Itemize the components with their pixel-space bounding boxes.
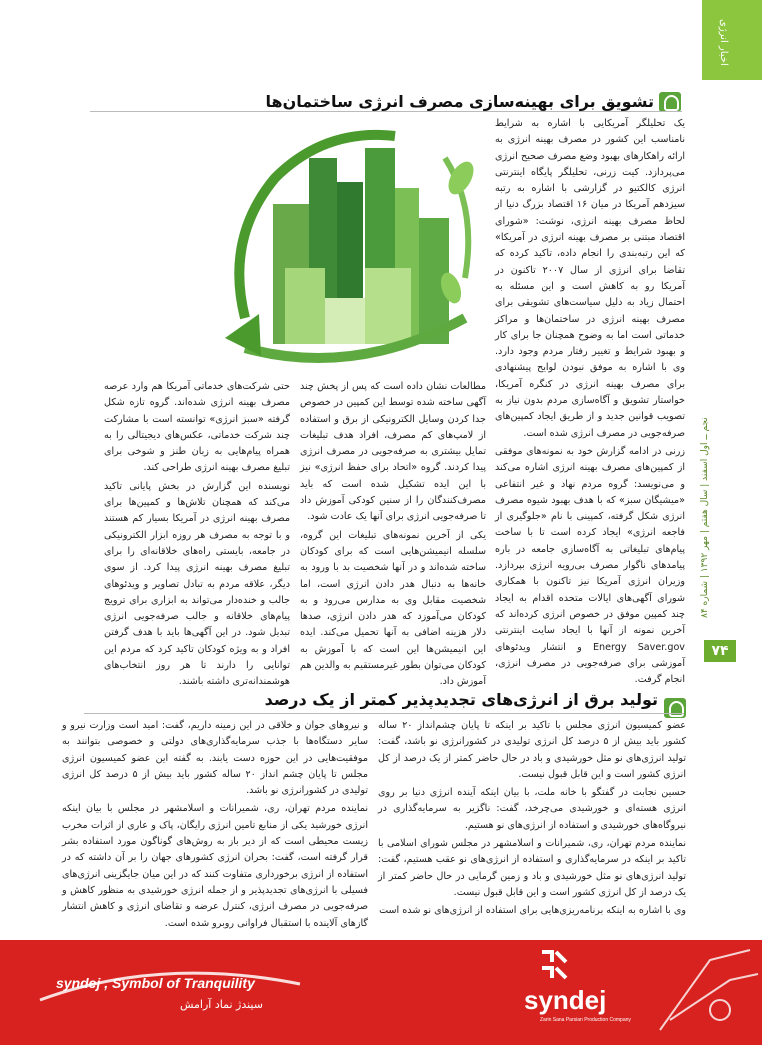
article2-title: تولید برق از انرژی‌های تجدیدپذیر کمتر از یک درصد — [264, 690, 658, 709]
issue-info: نجم ــ اول اسفند | سال هفتم | مهر ۱۳۹۲ | شماره ۸۴ — [700, 417, 710, 619]
paragraph: زرنی در ادامه گزارش خود به نمونه‌های موفقی از کمپین‌های مصرف بهینه انرژی اشاره می‌کند و می‌نویسد: گروه مردم نهاد و غیر انتفاعی «میشیگان سبز» که با هدف بهبود شیوه مصرف انرژی شکل گرفته، کمپینی با نام «جلوگیری از فاجعه انرژی» ایجاد کرده است تا با ساخت پیام‌های تبلیغاتی به آگاه‌سازی جامعه در باره پیامدهای ناگوار مصرف بی‌رویه انرژی بپردازد. وزیران انرژی آمریکا نیز تاکنون با همکاری شورای آگهی‌های ایالات متحده اقدام به ایجاد چند کمپین موفق در خصوص انرژی کرده‌اند که آخرین نمونه از آنها با ایجاد سایت اینترنتی Energy Saver.gov و انتشار ویدئوهای آموزشی برای صرفه‌جویی در مصرف انرژی، انجام گرفت. — [495, 445, 685, 686]
arrow-head-icon — [225, 314, 261, 356]
syndej-logo-wordmark: syndej — [524, 985, 607, 1015]
paragraph: نماینده مردم تهران، ری، شمیرانات و اسلامشهر در مجلس با بیان اینکه انرژی خورشید یکی از منابع تامین انرژی رایگان، پاک و عاری از اثرات مخرب زیست محیطی است که از دیر باز به روش‌های گوناگون مورد استفاده بشر قرار گرفته است، گفت: بحران انرژی کشورهای جهان را بر آن داشته که در استفاده از انرژی برخورداری متفاوت کنند که در این میان جایگزینی انرژی‌های فسیلی با انرژی‌های تجدیدپذیر و از جمله انرژی خورشیدی به منظور کاهش و صرفه‌جویی در مصرف انرژی، کنترل عرضه و تقاضای انرژی و کاهش انتشار گازهای آلاینده با استقبال فراوانی روبرو شده است. — [62, 803, 368, 929]
article2-column-right — [378, 718, 686, 922]
paragraph: و نیروهای جوان و خلاقی در این زمینه داریم، گفت: امید است وزارت نیرو و سایر دستگاه‌ها با جذب سرمایه‌گذاری‌های دولتی و خصوصی بتوانند به موفقیت‌هایی در این حوزه دست یابند. به گفته این عضو کمیسیون انرژی مجلس تا پایان چشم انداز ۲۰ ساله کشور باید بیش از ۵ درصد کل انرژی تولیدی در کشورانرژی نو باشد. — [62, 720, 369, 797]
section-label: اخبار انرژی — [718, 18, 729, 66]
paragraph: نماینده مردم تهران، ری، شمیرانات و اسلامشهر در مجلس شورای اسلامی با تاکید بر اینکه در سرمایه‌گذاری و استفاده از انرژی‌های نو عقب هستیم، گفت: تولید انرژی‌های نو مثل خورشیدی و باد و زمین گرمایی در حال حاضر کمتر از یک درصد از کل انرژی کشور است و این قابل قبول نیست. — [378, 838, 686, 898]
footer-brand-slogan-fa: سیندژ نماد آرامش — [180, 998, 263, 1011]
article1-title: تشویق برای بهینه‌سازی مصرف انرژی ساختمان‌ها — [265, 92, 654, 111]
energy-bulb-icon — [664, 698, 686, 718]
footer-brand-slogan: syndej , Symbol of Tranquility — [56, 975, 255, 991]
paragraph: مطالعات نشان داده است که پس از پخش چند آگهی ساخته شده توسط این کمپین در خصوص جدا کردن وسایل الکترونیکی از برق و استفاده از لامپ‌های کم مصرف، افراد هدف تبلیغات تمایل بیشتری به صرفه‌جویی در مصرف انرژی پیدا کردند. گروه «اتحاد برای حفظ انرژی» نیز با این ایده تشکیل شده است که باید مصرف‌کنندگان را از سنین کودکی آموزش داد تا صرفه‌جویی انرژی برای آنها یک عادت شود. — [300, 381, 486, 523]
page-number: ۷۴ — [704, 640, 736, 662]
article2-column-left — [62, 718, 368, 934]
paragraph: یک تحلیلگر آمریکایی با اشاره به شرایط نامناسب این کشور در مصرف بهینه انرژی به ارائه راهکارهای بهبود وضع مصرف صحیح انرژی می‌پردازد. کیت زرنی، تحلیلگر پایگاه اینترنتی انرژی کالکتیو در گزارشی با اشاره به رتبه سیزدهم آمریکا در میان ۱۶ اقتصاد بزرگ دنیا از لحاظ مصرف بهینه انرژی، نوشت: «شورای اقتصاد مبتنی بر مصرف بهینه انرژی در آمریکا» که این رتبه‌بندی را انجام داده، تاکید کرده که تقاضا برای انرژی از سال ۲۰۰۷ تاکنون در آمریکا رو به کاهش است و این مسئله به احتمال زیاد به دلیل سیاست‌های تشویقی برای مصرف بهینه انرژی در ساختمان‌ها و مراکز خدماتی است اما به وضوح همچنان جا برای کار و بهبود شرایط و تغییر رفتار مردم وجود دارد. وی با اشاره به موفق نبودن لوایح پیشنهادی برای مصرف بهینه انرژی در کنگره آمریکا، خواستار تشویق و آگاه‌سازی مردم بدون نیاز به تصویب قوانین جدید و از طریق ایجاد کمپین‌های صرفه‌جویی در مصرف انرژی شده است. — [495, 118, 685, 439]
syndej-logo-icon — [534, 946, 574, 984]
title-divider — [90, 111, 682, 112]
article1-column-left — [104, 379, 290, 693]
article1-column-middle — [300, 379, 486, 693]
city-buildings — [273, 148, 449, 344]
paragraph: یکی از آخرین نمونه‌های تبلیغات این گروه، سلسله انیمیشن‌هایی است که برای کودکان ساخته شده‌اند و در آنها شخصیت بد با ورود به خانه‌ها به دنبال هدر دادن انرژی است، اما شخصیت مقابل وی به مدارس می‌رود و به کودکان می‌آموزد که هدر دادن انرژی، صدها دلار هزینه اضافی به آنها تحمیل می‌کند. ایده این انیمیشن‌ها این است که با آموزش به کودکان می‌توان بطور غیرمستقیم به والدین هم آموزش داد. — [300, 529, 486, 688]
article1-column-right — [495, 116, 685, 690]
title-divider — [84, 713, 684, 714]
product-drawing — [650, 940, 762, 1045]
energy-bulb-icon — [659, 92, 681, 112]
company-tagline: Zarin Sana Parsian Production Company — [540, 1017, 631, 1023]
paragraph: حتی شرکت‌های خدماتی آمریکا هم وارد عرصه مصرف بهینه انرژی شده‌اند. گروه تازه شکل گرفته «سبز انرژی» توانسته است با مشارکت چند شرکت خدماتی، عکس‌های دیجیتالی را به همراه پیام‌هایی به زبان طنز و شوخی برای تبلیغ مصرف بهینه انرژی طراحی کند. — [104, 381, 290, 474]
paragraph: وی با اشاره به اینکه برنامه‌ریزی‌هایی برای استفاده از انرژی‌های نو شده است — [379, 905, 686, 917]
paragraph: نویسنده این گزارش در بخش پایانی تاکید می‌کند که همچنان تلاش‌ها و کمپین‌ها برای مصرف بهینه انرژی در آمریکا بسیار کم هستند و با توجه به مصرف هر روزه ابزار الکترونیکی در جامعه، بایستی راه‌های خلاقانه‌ای را برای تبلیغ مصرف بهینه انرژی پیدا کرد. از سوی دیگر، علاقه مردم به تبادل تصاویر و ویدئوهای جالب و خنده‌دار می‌تواند به ابزاری برای ترویج پیام‌های خلاقانه و جالب صرفه‌جویی انرژی تبدیل شود. در این آگهی‌ها باید با هدف گرفتن افراد و به ویژه کودکان تاکید کرد که مردم این توانایی را دارند تا هر روز انتخاب‌های هوشمندانه‌تری داشته باشند. — [104, 480, 290, 688]
paragraph: عضو کمیسیون انرژی مجلس با تاکید بر اینکه تا پایان چشم‌انداز ۲۰ ساله کشور باید بیش از ۵ درصد کل انرژی تولیدی در کشورانرژی نو باشد، گفت: تولید انرژی‌های نو مثل خورشیدی و باد در حال حاضر کمتر از یک درصد از کل انرژی کشور است و این قابل قبول نیست. — [378, 720, 687, 780]
green-city-illustration — [215, 118, 487, 370]
paragraph: حسین نجابت در گفتگو با خانه ملت، با بیان اینکه آینده انرژی دنیا بر روی انرژی هسته‌ای و خورشیدی می‌چرخد، گفت: ناگزیر به سرمایه‌گذاری در نیروگاه‌های خورشیدی و استفاده از انرژی‌های نو هستیم. — [378, 787, 686, 831]
